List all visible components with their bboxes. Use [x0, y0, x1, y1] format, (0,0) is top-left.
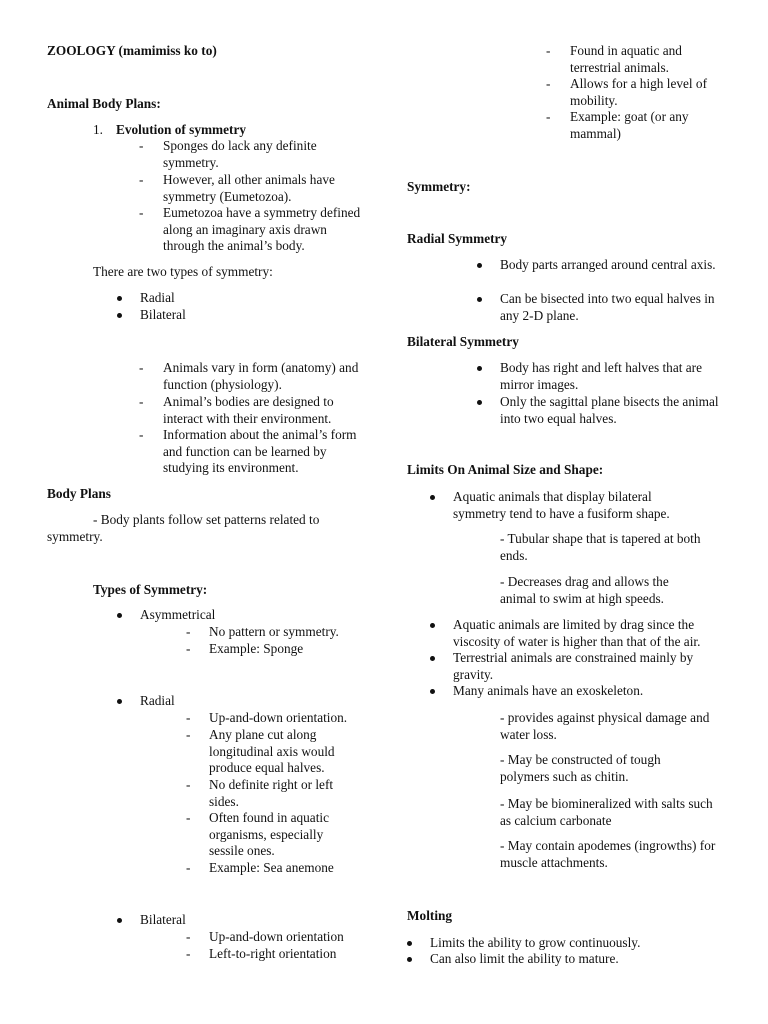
bullet-icon [117, 296, 122, 301]
bullet-icon [477, 263, 482, 268]
types-of-symmetry-heading: Types of Symmetry: [93, 582, 208, 597]
fusiform-note: - Tubular shape that is tapered at both ends. [500, 531, 701, 563]
exoskeleton-note: - May be biomineralized with salts such as calcium carbonate [500, 796, 713, 828]
title: ZOOLOGY (mamimiss ko to) [47, 43, 217, 58]
bullet-icon [477, 400, 482, 405]
limits-heading: Limits On Animal Size and Shape: [407, 462, 604, 477]
bullet-icon [430, 656, 435, 661]
body-plans-heading: Body Plans [47, 486, 111, 501]
exoskeleton-note: - May contain apodemes (ingrowths) for muscle attachments. [500, 838, 716, 870]
bullet-icon [430, 689, 435, 694]
bullet-icon [477, 297, 482, 302]
bullet-icon [407, 941, 412, 946]
bullet-icon [477, 366, 482, 371]
bullet-icon [117, 699, 122, 704]
bullet-icon [117, 613, 122, 618]
molting-heading: Molting [407, 908, 453, 923]
fusiform-note: - Decreases drag and allows the animal to swim at high speeds. [500, 574, 669, 606]
bullet-icon [430, 623, 435, 628]
exoskeleton-note: - provides against physical damage and water loss. [500, 710, 710, 742]
bullet-icon [430, 495, 435, 500]
radial-symmetry-heading: Radial Symmetry [407, 231, 508, 246]
bullet-icon [117, 313, 122, 318]
bilateral-symmetry-heading: Bilateral Symmetry [407, 334, 519, 349]
bullet-icon [117, 918, 122, 923]
symmetry-heading: Symmetry: [407, 179, 471, 194]
evolution-number: 1. [93, 122, 103, 137]
exoskeleton-note: - May be constructed of tough polymers such as chitin. [500, 752, 661, 784]
animal-body-plans-heading: Animal Body Plans: [47, 96, 161, 111]
body-plans-text: - Body plants follow set patterns related to symmetry. [47, 512, 320, 544]
evolution-heading: Evolution of symmetry [116, 122, 247, 137]
two-types-intro: There are two types of symmetry: [93, 264, 273, 279]
bullet-icon [407, 957, 412, 962]
